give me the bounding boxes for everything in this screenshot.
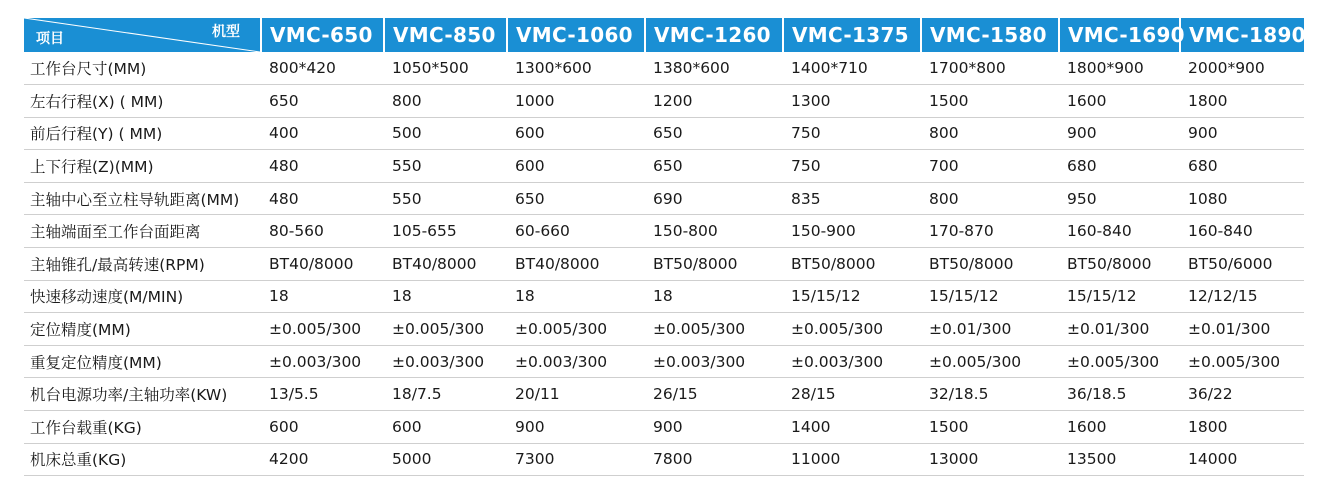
- spec-body: [24, 52, 1304, 476]
- table-cell: 835: [783, 182, 921, 215]
- row-label: 左右行程(X) ( MM): [24, 85, 261, 118]
- corner-header-cell: [24, 18, 261, 52]
- table-cell: 11000: [783, 443, 921, 476]
- table-cell: 680: [1180, 150, 1304, 183]
- table-cell: 36/18.5: [1059, 378, 1180, 411]
- model-header-vmc-1890: VMC-1890: [1180, 18, 1304, 52]
- table-cell: BT50/8000: [921, 248, 1059, 281]
- table-cell: 900: [507, 411, 645, 444]
- model-header-vmc-1060: VMC-1060: [507, 18, 645, 52]
- table-cell: 1800*900: [1059, 52, 1180, 85]
- table-row: [24, 443, 1304, 476]
- table-cell: 600: [507, 150, 645, 183]
- table-row: [24, 313, 1304, 346]
- table-cell: 500: [384, 117, 507, 150]
- table-cell: BT50/8000: [783, 248, 921, 281]
- row-label: 主轴端面至工作台面距离: [24, 215, 261, 248]
- table-cell: 15/15/12: [783, 280, 921, 313]
- table-cell: 15/15/12: [1059, 280, 1180, 313]
- table-row: [24, 52, 1304, 85]
- table-cell: 900: [1180, 117, 1304, 150]
- table-cell: 20/11: [507, 378, 645, 411]
- row-label: 定位精度(MM): [24, 313, 261, 346]
- table-cell: ±0.003/300: [783, 345, 921, 378]
- table-row: [24, 117, 1304, 150]
- model-header-vmc-650: VMC-650: [261, 18, 384, 52]
- table-cell: 550: [384, 150, 507, 183]
- table-cell: 600: [384, 411, 507, 444]
- table-row: [24, 378, 1304, 411]
- table-cell: ±0.005/300: [384, 313, 507, 346]
- table-cell: 680: [1059, 150, 1180, 183]
- table-cell: 1380*600: [645, 52, 783, 85]
- table-row: [24, 85, 1304, 118]
- table-cell: 18/7.5: [384, 378, 507, 411]
- table-cell: ±0.003/300: [261, 345, 384, 378]
- table-row: [24, 248, 1304, 281]
- table-row: [24, 280, 1304, 313]
- table-cell: 480: [261, 150, 384, 183]
- table-cell: 1050*500: [384, 52, 507, 85]
- table-cell: 13/5.5: [261, 378, 384, 411]
- table-cell: 1700*800: [921, 52, 1059, 85]
- table-cell: 600: [507, 117, 645, 150]
- table-cell: 1500: [921, 85, 1059, 118]
- table-cell: BT50/8000: [1059, 248, 1180, 281]
- table-cell: 5000: [384, 443, 507, 476]
- table-cell: 150-900: [783, 215, 921, 248]
- row-label: 工作台载重(KG): [24, 411, 261, 444]
- table-cell: 800*420: [261, 52, 384, 85]
- spec-table: [24, 18, 1304, 476]
- table-cell: BT40/8000: [384, 248, 507, 281]
- table-cell: 105-655: [384, 215, 507, 248]
- table-cell: 1800: [1180, 85, 1304, 118]
- table-cell: 1080: [1180, 182, 1304, 215]
- table-cell: 1600: [1059, 85, 1180, 118]
- table-cell: 1000: [507, 85, 645, 118]
- row-label: 前后行程(Y) ( MM): [24, 117, 261, 150]
- table-cell: 480: [261, 182, 384, 215]
- table-cell: 400: [261, 117, 384, 150]
- table-cell: 32/18.5: [921, 378, 1059, 411]
- table-cell: 1600: [1059, 411, 1180, 444]
- header-row: [24, 18, 1304, 52]
- table-cell: 80-560: [261, 215, 384, 248]
- table-cell: ±0.005/300: [507, 313, 645, 346]
- table-cell: 550: [384, 182, 507, 215]
- table-cell: ±0.005/300: [1180, 345, 1304, 378]
- table-cell: 18: [645, 280, 783, 313]
- table-cell: 4200: [261, 443, 384, 476]
- table-cell: 18: [384, 280, 507, 313]
- table-cell: 750: [783, 117, 921, 150]
- row-label: 重复定位精度(MM): [24, 345, 261, 378]
- table-cell: 700: [921, 150, 1059, 183]
- table-cell: ±0.003/300: [384, 345, 507, 378]
- table-cell: 800: [921, 182, 1059, 215]
- table-cell: 18: [261, 280, 384, 313]
- table-cell: 650: [261, 85, 384, 118]
- table-row: [24, 182, 1304, 215]
- table-cell: 13500: [1059, 443, 1180, 476]
- table-cell: 14000: [1180, 443, 1304, 476]
- row-label: 工作台尺寸(MM): [24, 52, 261, 85]
- table-cell: 1300*600: [507, 52, 645, 85]
- row-label: 上下行程(Z)(MM): [24, 150, 261, 183]
- table-cell: 1800: [1180, 411, 1304, 444]
- table-cell: 160-840: [1180, 215, 1304, 248]
- table-cell: 900: [645, 411, 783, 444]
- table-cell: 60-660: [507, 215, 645, 248]
- model-header-vmc-1690: VMC-1690: [1059, 18, 1180, 52]
- table-cell: 750: [783, 150, 921, 183]
- table-cell: 1500: [921, 411, 1059, 444]
- model-header-vmc-1375: VMC-1375: [783, 18, 921, 52]
- table-cell: 7300: [507, 443, 645, 476]
- table-cell: ±0.005/300: [1059, 345, 1180, 378]
- table-cell: 900: [1059, 117, 1180, 150]
- model-label: 机型: [212, 24, 240, 40]
- row-label: 机台电源功率/主轴功率(KW): [24, 378, 261, 411]
- table-cell: BT40/8000: [261, 248, 384, 281]
- item-label: 项目: [36, 31, 64, 47]
- table-cell: 1400*710: [783, 52, 921, 85]
- table-cell: ±0.005/300: [645, 313, 783, 346]
- table-cell: 150-800: [645, 215, 783, 248]
- table-cell: 160-840: [1059, 215, 1180, 248]
- model-header-vmc-850: VMC-850: [384, 18, 507, 52]
- table-row: [24, 411, 1304, 444]
- model-header-vmc-1580: VMC-1580: [921, 18, 1059, 52]
- table-cell: 1300: [783, 85, 921, 118]
- table-cell: 1200: [645, 85, 783, 118]
- model-header-vmc-1260: VMC-1260: [645, 18, 783, 52]
- table-cell: 170-870: [921, 215, 1059, 248]
- table-cell: 600: [261, 411, 384, 444]
- table-cell: 950: [1059, 182, 1180, 215]
- table-row: [24, 215, 1304, 248]
- table-cell: 18: [507, 280, 645, 313]
- table-cell: BT40/8000: [507, 248, 645, 281]
- row-label: 主轴中心至立柱导轨距离(MM): [24, 182, 261, 215]
- table-cell: ±0.005/300: [921, 345, 1059, 378]
- table-cell: ±0.01/300: [921, 313, 1059, 346]
- table-cell: ±0.01/300: [1059, 313, 1180, 346]
- table-cell: 650: [645, 117, 783, 150]
- table-cell: 2000*900: [1180, 52, 1304, 85]
- table-cell: 690: [645, 182, 783, 215]
- table-cell: BT50/6000: [1180, 248, 1304, 281]
- table-cell: 28/15: [783, 378, 921, 411]
- table-cell: 800: [384, 85, 507, 118]
- table-cell: 1400: [783, 411, 921, 444]
- table-cell: ±0.005/300: [783, 313, 921, 346]
- table-cell: 7800: [645, 443, 783, 476]
- table-cell: 650: [645, 150, 783, 183]
- row-label: 机床总重(KG): [24, 443, 261, 476]
- row-label: 主轴锥孔/最高转速(RPM): [24, 248, 261, 281]
- table-cell: ±0.003/300: [507, 345, 645, 378]
- table-cell: 12/12/15: [1180, 280, 1304, 313]
- table-cell: 13000: [921, 443, 1059, 476]
- table-cell: 15/15/12: [921, 280, 1059, 313]
- table-cell: ±0.003/300: [645, 345, 783, 378]
- table-cell: 800: [921, 117, 1059, 150]
- table-row: [24, 150, 1304, 183]
- table-cell: ±0.01/300: [1180, 313, 1304, 346]
- table-cell: BT50/8000: [645, 248, 783, 281]
- table-cell: 26/15: [645, 378, 783, 411]
- table-row: [24, 345, 1304, 378]
- table-cell: 36/22: [1180, 378, 1304, 411]
- table-cell: ±0.005/300: [261, 313, 384, 346]
- table-cell: 650: [507, 182, 645, 215]
- row-label: 快速移动速度(M/MIN): [24, 280, 261, 313]
